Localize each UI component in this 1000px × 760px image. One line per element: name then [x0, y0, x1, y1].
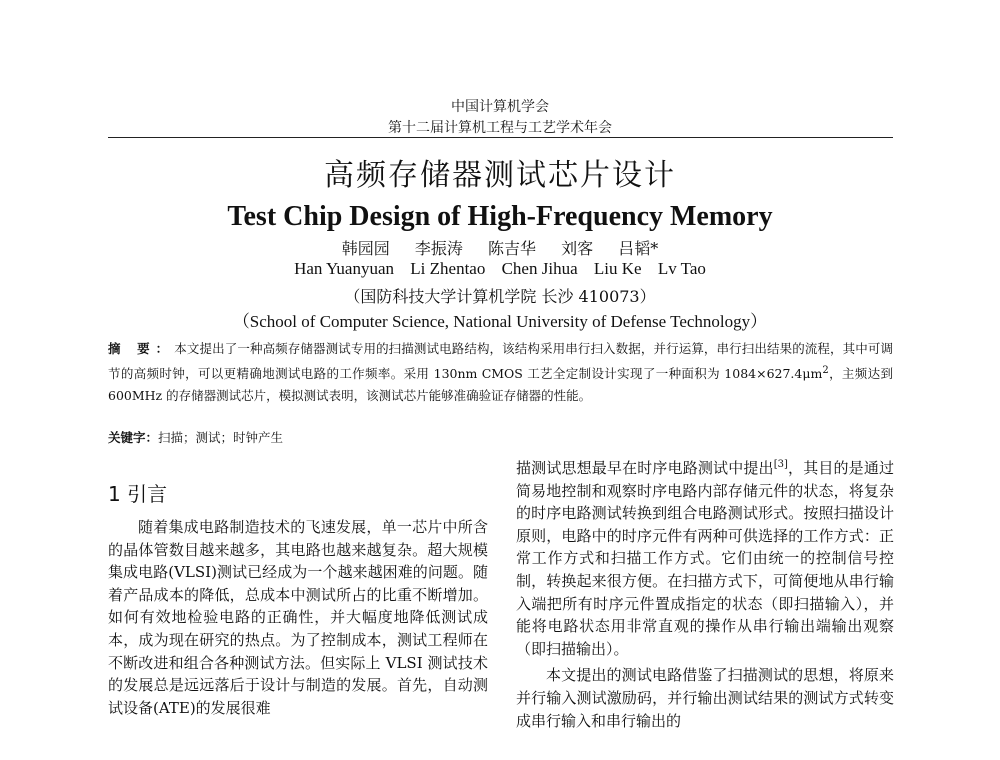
affiliation-zh: （国防科技大学计算机学院 长沙 410073） [344, 287, 656, 306]
paragraph [516, 454, 894, 660]
header-rule [108, 137, 893, 138]
left-column [108, 516, 488, 719]
keywords-text: 扫描；测试；时钟产生 [158, 430, 284, 445]
section-heading: 1 引言 [108, 482, 168, 506]
conference-name: 中国计算机学会 [451, 99, 549, 115]
paper-title-en: Test Chip Design of High-Frequency Memory [227, 201, 773, 232]
paragraph-text: 描测试思想最早在时序电路测试中提出 [516, 459, 774, 477]
author-en: Chen Jihua [501, 259, 578, 278]
right-column [516, 454, 894, 732]
author-zh: 吕韬* [618, 239, 659, 258]
abstract-superscript: 2 [822, 365, 829, 376]
conference-session: 第十二届计算机工程与工艺学术年会 [388, 120, 612, 136]
abstract-text-cont: ，主频达到 600MHz 的存储器测试芯片，模拟测试表明，该测试芯片能够准确验证存储器的性能。 [108, 366, 893, 404]
citation-ref: [3] [773, 459, 788, 470]
author-zh: 韩园园 [341, 239, 390, 258]
paragraph: 本文提出的测试电路借鉴了扫描测试的思想，将原来并行输入测试激励码，并行输出测试结果的测试方式转变成串行输入和串行输出的 [516, 666, 894, 730]
author-en: Li Zhentao [410, 259, 486, 278]
author-list-zh [0, 236, 1000, 259]
keywords-label: 关键字： [108, 430, 159, 445]
abstract-label: 摘 要： [108, 341, 175, 356]
paragraph: 随着集成电路制造技术的飞速发展，单一芯片中所含的晶体管数目越来越多，其电路也越来越复杂。超大规模集成电路(VLSI)测试已经成为一个越来越困难的问题。随着产品成本的降低，总成本中测试所占的比重不断增加。如何有效地检验电路的正确性，并大幅度地降低测试成本，成为现在研究的热点。为了控制成本，测试工程师在不断改进和组合各种测试方法。但实际上 VLSI 测试技术的发展总是远远落后于设计与制造的发展。首先，自动测试设备(ATE)的发展很难 [108, 518, 488, 717]
author-list-en [0, 259, 1000, 279]
author-zh: 刘客 [561, 239, 594, 258]
abstract-text: 本文提出了一种高频存储器测试专用的扫描测试电路结构，该结构采用串行扫入数据，并行运算，串行扫出结果的流程，其中可调节的高频时钟，可以更精确地测试电路的工作频率。采用 130nm CMOS 工艺全定制设计实现了一种面积为 1084×627.4μm [108, 341, 893, 382]
paper-title-zh: 高频存储器测试芯片设计 [324, 158, 676, 193]
abstract [108, 338, 893, 407]
author-en: Liu Ke [593, 259, 642, 278]
paragraph-text-cont: ，其目的是通过简易地控制和观察时序电路内部存储元件的状态，将复杂的时序电路测试转换到组合电路测试形式。按照扫描设计原则，电路中的时序元件有两种可供选择的工作方式：正常工作方式和扫描工作方式。它们由统一的控制信号控制，转换起来很方便。在扫描方式下，可简便地从串行输入端把所有时序元件置成指定的状态（即扫描输入），并能将电路状态用非常直观的操作从串行输出端输出观察（即扫描输出）。 [516, 459, 894, 658]
author-zh: 李振涛 [414, 239, 463, 258]
author-en: Lv Tao [657, 259, 706, 278]
author-en: Han Yuanyuan [294, 259, 395, 278]
author-zh: 陈吉华 [487, 239, 536, 258]
affiliation-en: （School of Computer Science, National University of Defense Technology） [232, 312, 768, 331]
keywords [108, 428, 893, 446]
